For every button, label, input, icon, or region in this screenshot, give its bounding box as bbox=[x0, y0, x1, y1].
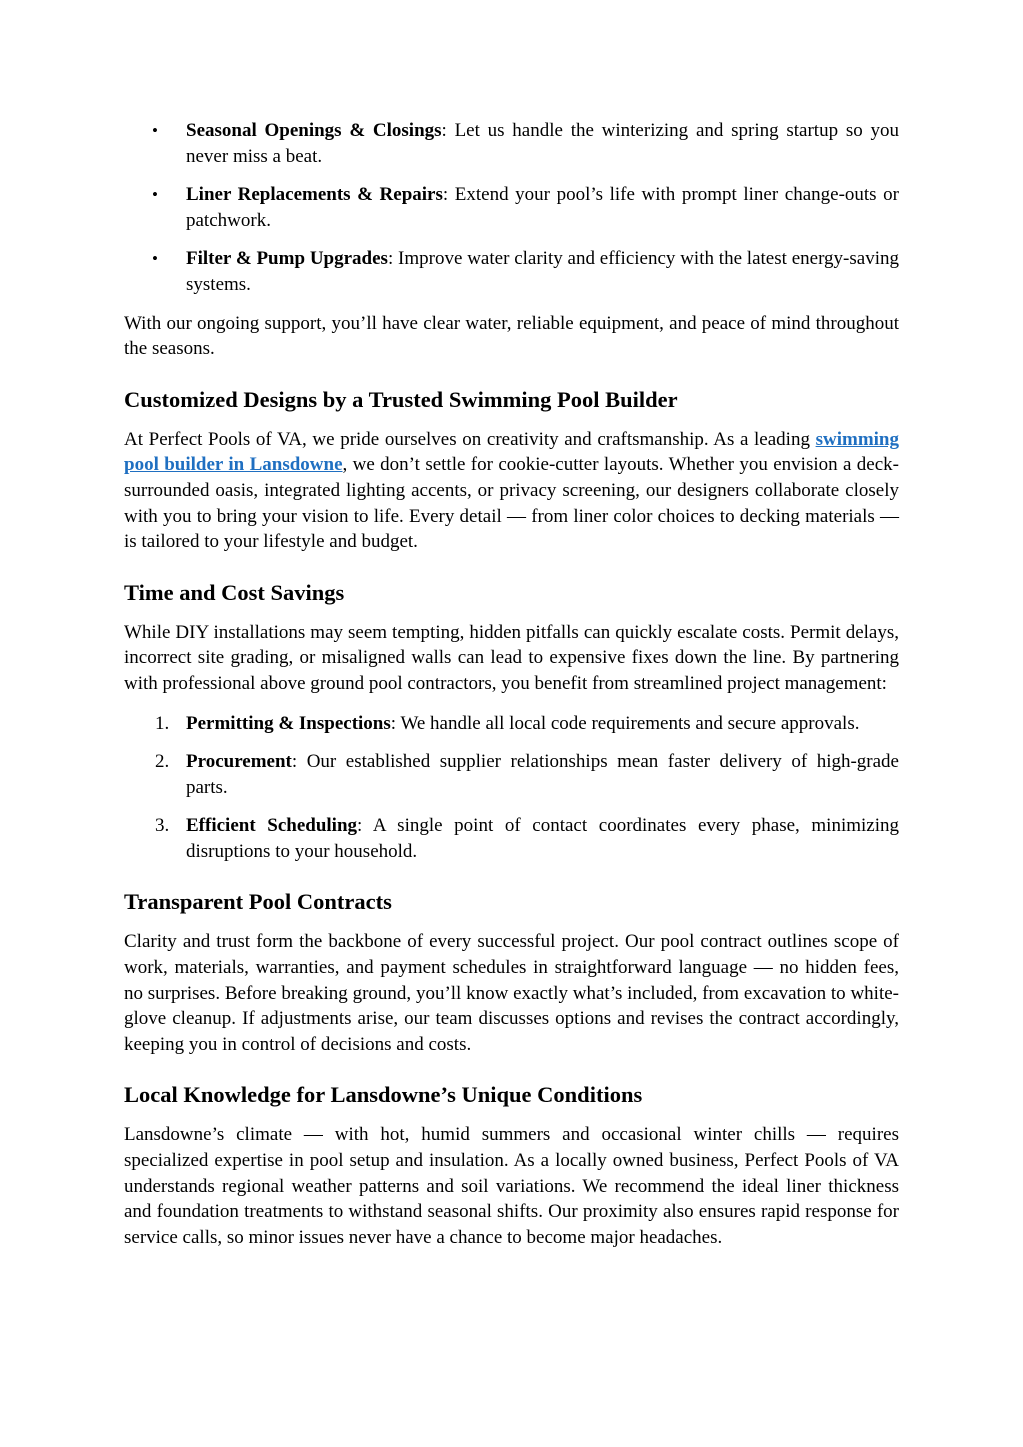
list-item-title: Efficient Scheduling bbox=[186, 815, 358, 837]
pool-builder-link[interactable]: swimming pool builder in Lansdowne bbox=[124, 428, 899, 476]
local-knowledge-paragraph: Lansdowne’s climate — with hot, humid summers and occasional winter chills — requires specialized expertise in pool setup and insulation. As a locally owned business, Perfect Pools of VA understands regional weather patterns and soil variations. We recommend the ideal liner thickness and foundation treatments to withstand seasonal shifts. Our proximity also ensures rapid response for service calls, so minor issues never have a chance to become major headaches. bbox=[124, 1124, 899, 1248]
list-item bbox=[124, 246, 899, 297]
designs-text-after-link: , we don’t settle for cookie-cutter layouts. Whether you envision a deck-surrounded oasis, integrated lighting accents, or privacy screening, our designers collaborate closely with you to bring your vision to life. Every detail — from liner color choices to decking materials — is tailored to your lifestyle and budget. bbox=[124, 454, 899, 553]
list-item bbox=[124, 749, 899, 800]
designs-heading: Customized Designs by a Trusted Swimming Pool Builder bbox=[124, 386, 678, 412]
list-item-title: Liner Replacements & Repairs bbox=[186, 184, 443, 206]
support-paragraph: With our ongoing support, you’ll have clear water, reliable equipment, and peace of mind throughout the seasons. bbox=[124, 312, 899, 360]
list-item-text: : A single point of contact coordinates every phase, minimizing disruptions to your household. bbox=[186, 815, 900, 862]
list-item-text: : Improve water clarity and efficiency with the latest energy-saving systems. bbox=[186, 248, 899, 295]
list-item bbox=[124, 813, 899, 864]
services-list bbox=[124, 118, 899, 298]
list-item-text: : Our established supplier relationships mean faster delivery of high-grade parts. bbox=[186, 751, 899, 798]
step-number: 3. bbox=[155, 815, 170, 837]
step-number: 1. bbox=[155, 712, 170, 734]
list-item bbox=[124, 711, 899, 737]
list-item-text: : We handle all local code requirements and secure approvals. bbox=[390, 712, 860, 734]
bullet-marker: • bbox=[152, 121, 158, 140]
bullet-marker: • bbox=[152, 185, 158, 205]
list-item bbox=[124, 182, 899, 233]
contracts-paragraph: Clarity and trust form the backbone of every successful project. Our pool contract outlines scope of work, materials, warranties, and payment schedules in straightforward language — no hidden fees, no surprises. Before breaking ground, you’ll know exactly what’s included, from excavation to white-glove cleanup. If adjustments arise, our team discusses options and revises the contract accordingly, keeping you in control of decisions and costs. bbox=[124, 931, 899, 1055]
step-number: 2. bbox=[155, 751, 170, 773]
list-item-title: Procurement bbox=[186, 751, 292, 773]
contracts-heading: Transparent Pool Contracts bbox=[124, 889, 392, 915]
designs-text-before-link: At Perfect Pools of VA, we pride ourselves on creativity and craftsmanship. As a leading bbox=[124, 428, 816, 450]
list-item bbox=[124, 118, 899, 169]
list-item-title: Filter & Pump Upgrades bbox=[186, 248, 388, 270]
list-item-title: Seasonal Openings & Closings bbox=[186, 120, 442, 141]
list-item-text: : Let us handle the winterizing and spring startup so you never miss a beat. bbox=[186, 120, 899, 167]
list-item-title: Permitting & Inspections bbox=[186, 712, 391, 734]
designs-paragraph bbox=[124, 427, 899, 555]
savings-heading: Time and Cost Savings bbox=[124, 579, 345, 605]
bullet-marker: • bbox=[152, 249, 158, 269]
list-item-text: : Extend your pool’s life with prompt liner change-outs or patchwork. bbox=[186, 184, 899, 231]
savings-steps-list bbox=[124, 711, 899, 865]
document-page bbox=[124, 118, 899, 1264]
savings-paragraph: While DIY installations may seem tempting, hidden pitfalls can quickly escalate costs. Permit delays, incorrect site grading, or misaligned walls can lead to expensive fixes down the line. By partnering with professional above ground pool contractors, you benefit from streamlined project management: bbox=[124, 621, 899, 694]
local-knowledge-heading: Local Knowledge for Lansdowne’s Unique Conditions bbox=[124, 1082, 643, 1108]
